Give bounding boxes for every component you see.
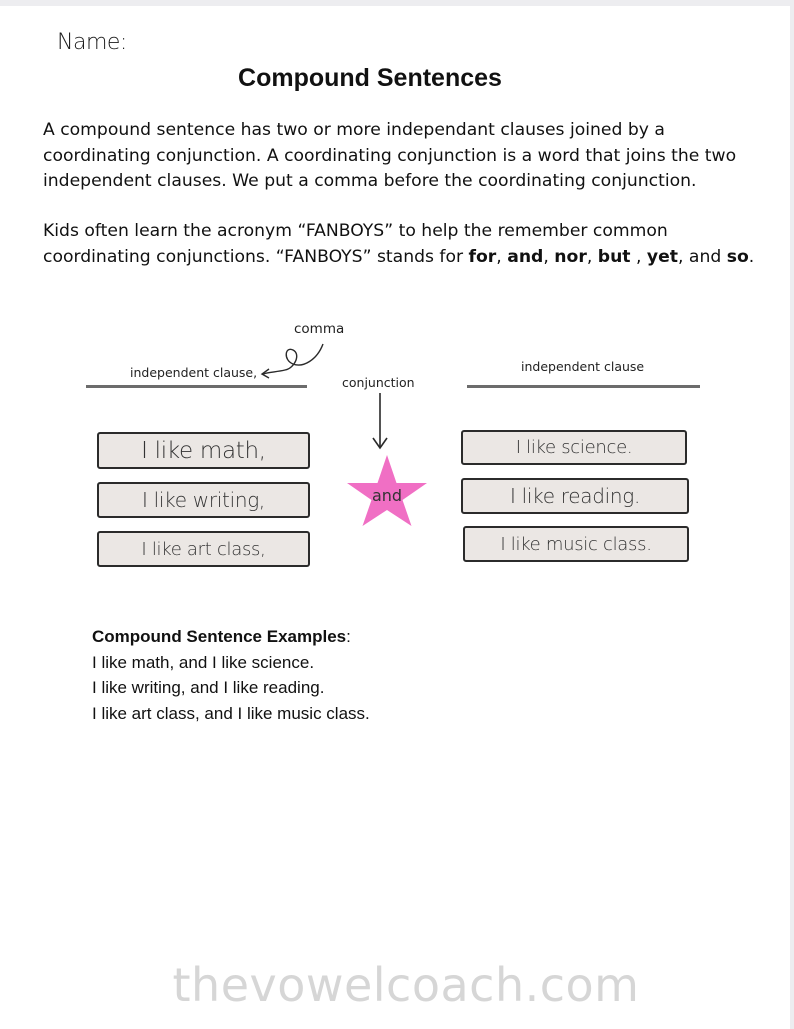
comma-squiggle-arrow-icon [255, 338, 335, 384]
watermark: thevowelcoach.com [172, 958, 640, 1012]
conjunction-label: conjunction [342, 375, 415, 390]
name-label: Name: [57, 30, 127, 55]
right-clause-label: independent clause [521, 359, 645, 374]
intro-paragraph-2-text: Kids often learn the acronym “FANBOYS” to help the remember common coordinating conjunctions. “FANBOYS” stands for [43, 221, 668, 267]
conjunction-and: and [507, 246, 544, 267]
right-clause-box-3: I like music class. [463, 526, 689, 562]
example-sentence-3: I like art class, and I like music class. [92, 703, 370, 723]
down-arrow-icon [368, 391, 392, 453]
right-clause-line [467, 385, 700, 388]
left-clause-label: independent clause, [130, 365, 258, 380]
left-clause-line [86, 385, 307, 388]
conjunction-but: but [597, 246, 631, 267]
page-title: Compound Sentences [238, 64, 502, 92]
page-top-edge [0, 0, 794, 6]
conjunction-for: for [468, 246, 497, 267]
comma-label: comma [294, 321, 345, 337]
intro-paragraph-1: A compound sentence has two or more independant clauses joined by a coordinating conjunction. A coordinating conjunction is a word that joins the two independent clauses. We put a comma before the coordinating conjunction. [43, 120, 737, 191]
page-right-edge [790, 0, 794, 1029]
examples-section [92, 624, 652, 726]
star-word: and [371, 485, 403, 505]
left-clause-box-1: I like math, [97, 432, 310, 469]
right-clause-box-2: I like reading. [461, 478, 689, 514]
conjunction-star [345, 453, 429, 527]
examples-heading: Compound Sentence Examples: [92, 627, 351, 646]
conjunction-nor: nor [554, 246, 587, 267]
right-clause-box-1: I like science. [461, 430, 687, 465]
intro-paragraph-2: Kids often learn the acronym “FANBOYS” to help the remember common coordinating conjunctions. “FANBOYS” stands for for, and, nor, but , yet, and so. [43, 221, 755, 267]
conjunction-so: so [726, 246, 749, 267]
example-sentence-1: I like math, and I like science. [92, 652, 315, 672]
left-clause-box-3: I like art class, [97, 531, 310, 567]
example-sentence-2: I like writing, and I like reading. [92, 678, 325, 697]
conjunction-yet: yet [646, 246, 678, 267]
left-clause-box-2: I like writing, [97, 482, 310, 518]
